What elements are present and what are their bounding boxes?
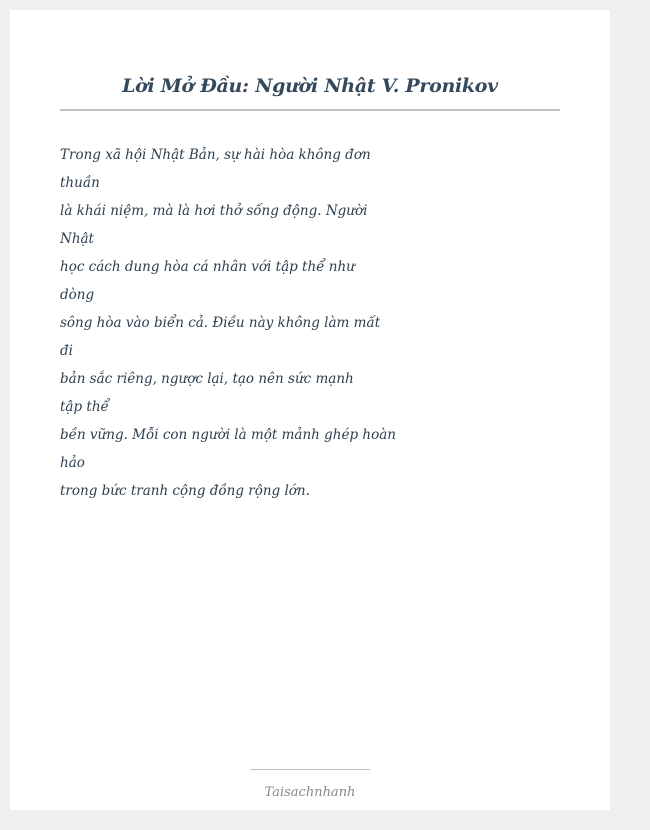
text-line: tập thể	[60, 399, 109, 415]
text-line: bản sắc riêng, ngược lại, tạo nên sức mạnh	[60, 371, 354, 387]
text-line: hảo	[60, 455, 85, 471]
text-line: Trong xã hội Nhật Bản, sự hài hòa không đơn	[60, 147, 371, 163]
text-line: là khái niệm, mà là hơi thở sống động. Người	[60, 203, 368, 219]
document-page	[10, 10, 610, 810]
text-line: Nhật	[60, 231, 94, 247]
text-line: trong bức tranh cộng đồng rộng lớn.	[60, 483, 310, 499]
text-line: dòng	[60, 287, 95, 303]
footer-divider	[250, 769, 370, 770]
text-line: đi	[60, 343, 73, 359]
body-paragraph	[60, 141, 560, 505]
text-line: học cách dung hòa cá nhân với tập thể như	[60, 259, 355, 275]
text-line: sông hòa vào biển cả. Điều này không làm mất	[60, 315, 381, 331]
text-line: thuần	[60, 175, 100, 191]
footer-brand: Taisachnhanh	[264, 785, 356, 800]
title-divider	[60, 109, 560, 111]
text-line: bền vững. Mỗi con người là một mảnh ghép hoàn	[60, 427, 396, 443]
page-title: Lời Mở Đầu: Người Nhật V. Pronikov	[122, 75, 498, 97]
